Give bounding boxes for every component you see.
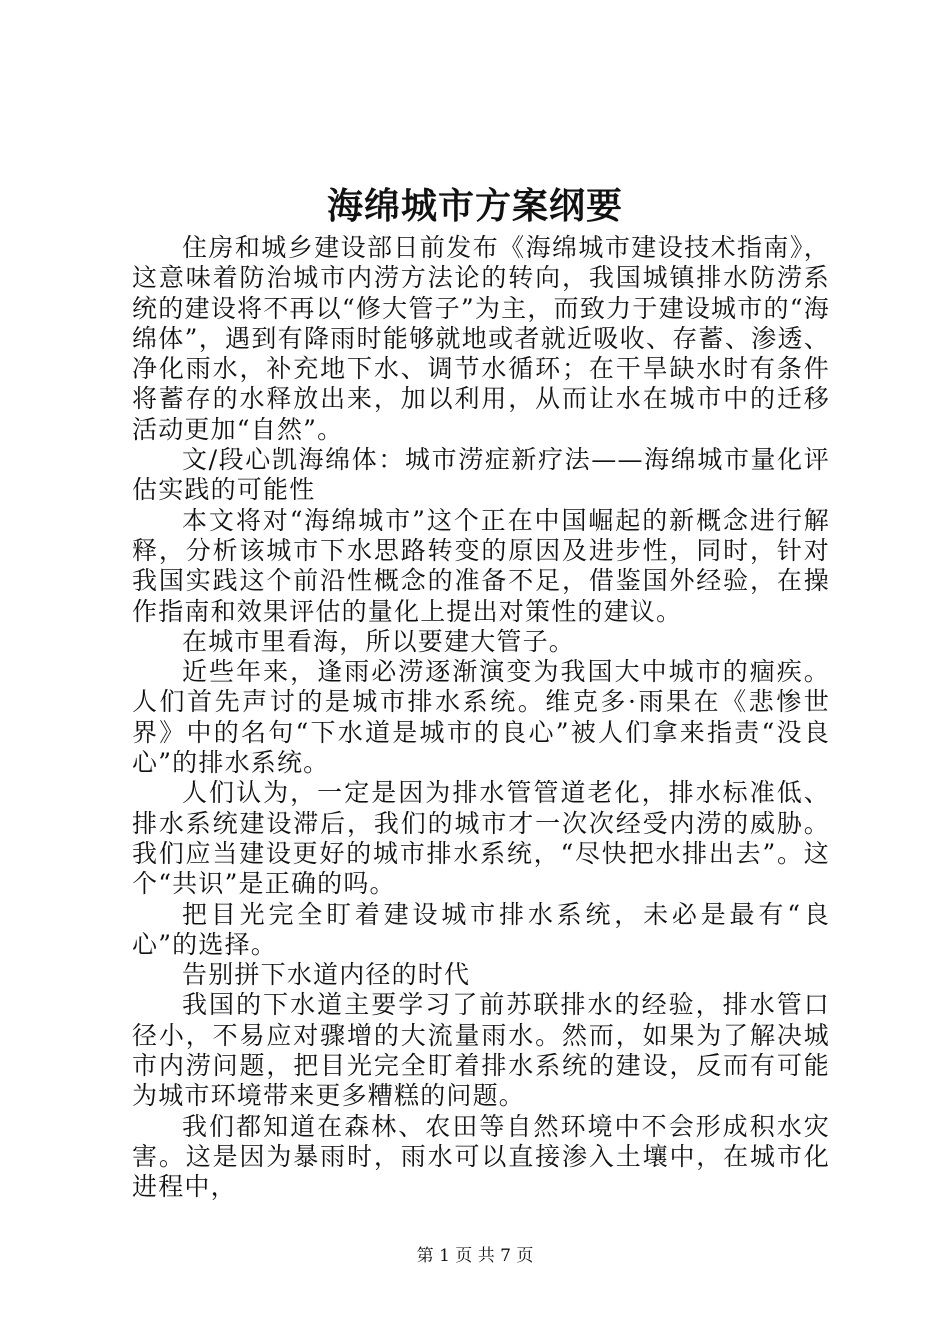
page-number-footer: 第 1 页 共 7 页	[416, 1246, 534, 1266]
paragraph-section-heading: 在城市里看海，所以要建大管子。	[182, 626, 576, 656]
paragraph-source: 文/段心凯海绵体：城市涝症新疗法——海绵城市量化评估实践的可能性	[132, 445, 830, 505]
paragraph-conscience: 把目光完全盯着建设城市排水系统，未必是最有“良心”的选择。	[132, 899, 830, 959]
paragraph-section-heading-2: 告别拼下水道内径的时代	[182, 960, 471, 990]
paragraph-intro: 住房和城乡建设部日前发布《海绵城市建设技术指南》，这意味着防治城市内涝方法论的转向，我国城镇排水防涝系统的建设将不再以“修大管子”为主，而致力于建设城市的“海绵体”，遇到有降雨时能够就地或者就近吸收、存蓄、渗透、净化雨水，补充地下水、调节水循环；在干旱缺水时有条件将蓄存的水释放出来，加以利用，从而让水在城市中的迁移活动更加“自然”。	[132, 233, 830, 444]
paragraph-common-view: 人们认为，一定是因为排水管管道老化，排水标准低、排水系统建设滞后，我们的城市才一次次经受内涝的威胁。我们应当建设更好的城市排水系统，“尽快把水排出去”。这个“共识”是正确的吗。	[132, 778, 830, 899]
document-title: 海绵城市方案纲要	[326, 185, 623, 227]
paragraph-natural-environment: 我们都知道在森林、农田等自然环境中不会形成积水灾害。这是因为暴雨时，雨水可以直接渗入土壤中，在城市化进程中，	[132, 1111, 830, 1202]
paragraph-recent-years: 近些年来，逢雨必涝逐渐演变为我国大中城市的痼疾。人们首先声讨的是城市排水系统。维克多·雨果在《悲惨世界》中的名句“下水道是城市的良心”被人们拿来指责“没良心”的排水系统。	[132, 657, 830, 778]
document-body	[132, 233, 830, 1203]
paragraph-soviet-experience: 我国的下水道主要学习了前苏联排水的经验，排水管口径小，不易应对骤增的大流量雨水。然而，如果为了解决城市内涝问题，把目光完全盯着排水系统的建设，反而有可能为城市环境带来更多糟糕的问题。	[132, 990, 830, 1111]
paragraph-abstract: 本文将对“海绵城市”这个正在中国崛起的新概念进行解释，分析该城市下水思路转变的原因及进步性，同时，针对我国实践这个前沿性概念的准备不足，借鉴国外经验，在操作指南和效果评估的量化上提出对策性的建议。	[132, 505, 830, 626]
